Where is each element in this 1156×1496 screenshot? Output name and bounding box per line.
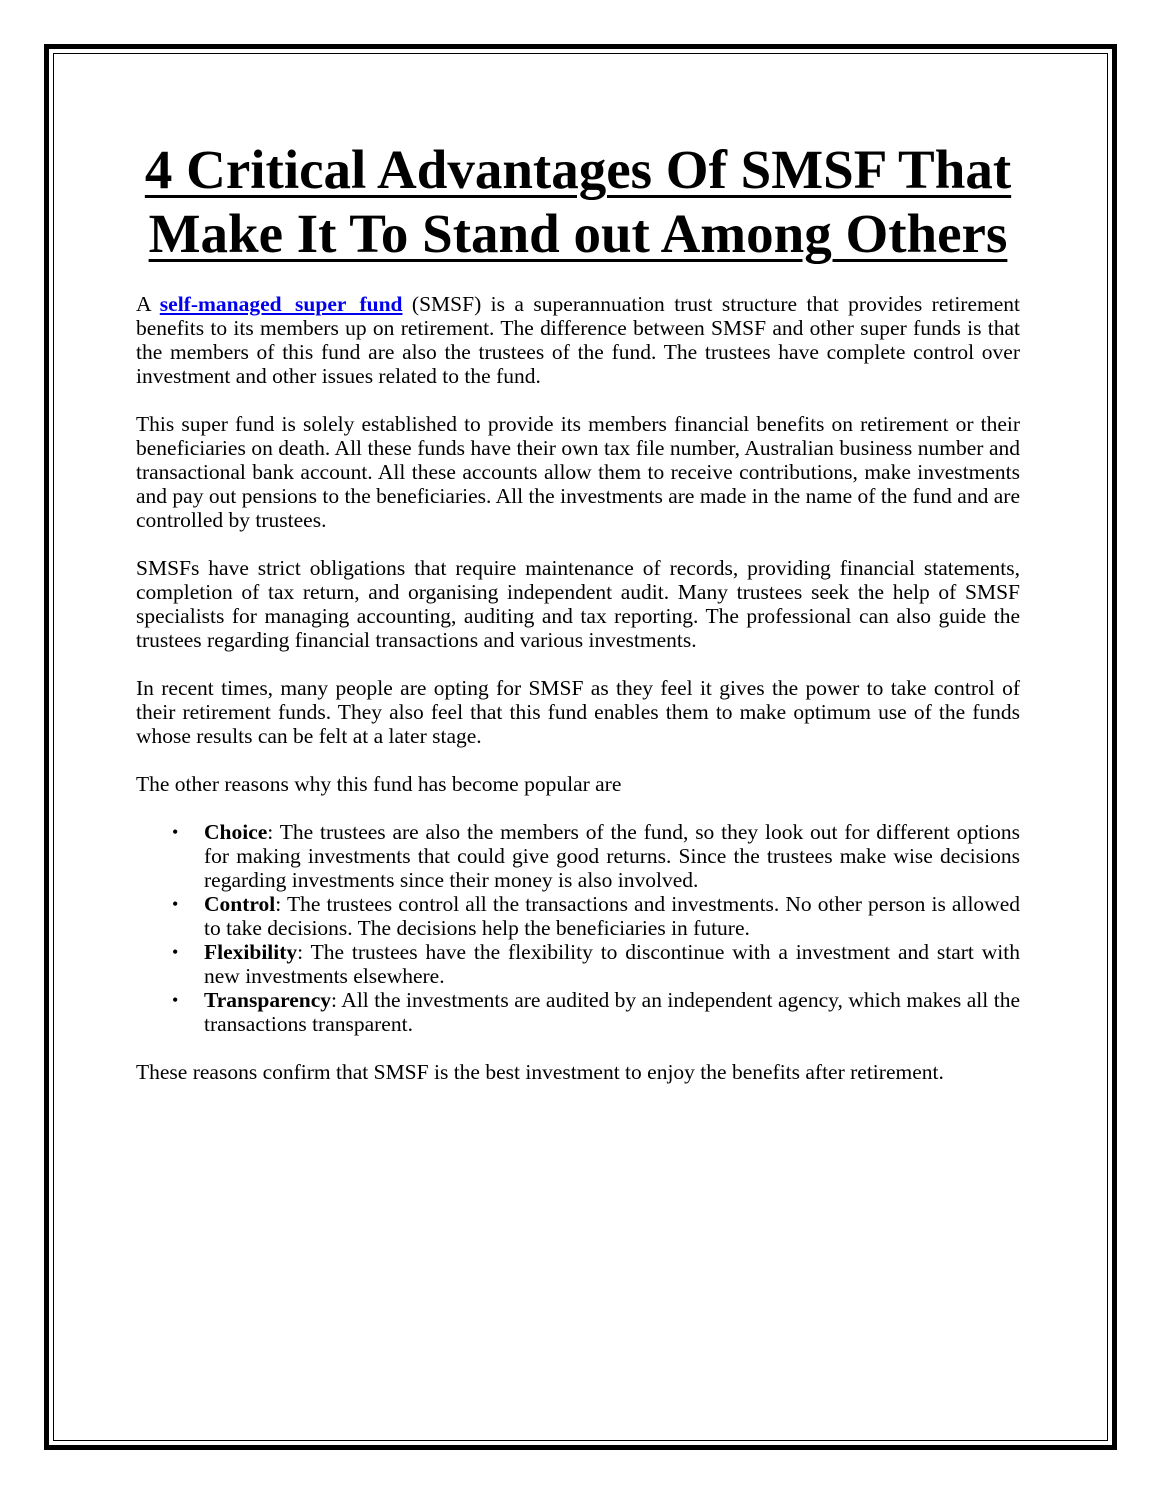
reasons-list: [136, 820, 1020, 1036]
self-managed-super-fund-link[interactable]: self-managed super fund: [159, 292, 403, 316]
term-control: Control: [204, 892, 276, 916]
paragraph-recent-times: In recent times, many people are opting for SMSF as they feel it gives the power to take control of their retirement funds. They also feel that this fund enables them to make optimum use of the funds whose results can be felt at a later stage.: [136, 676, 1020, 748]
closing-paragraph: These reasons confirm that SMSF is the best investment to enjoy the benefits after retirement.: [136, 1060, 944, 1084]
term-flexibility: Flexibility: [204, 940, 298, 964]
document-title: 4 Critical Advantages Of SMSF That Make It To Stand out Among Others: [144, 139, 1012, 264]
text-flexibility: : The trustees have the flexibility to discontinue with a investment and start with new investments elsewhere.: [204, 940, 1020, 988]
text-control: : The trustees control all the transactions and investments. No other person is allowed to take decisions. The decisions help the beneficiaries in future.: [204, 892, 1020, 940]
text-transparency: : All the investments are audited by an independent agency, which makes all the transactions transparent.: [204, 988, 1020, 1036]
bullet-icon: •: [172, 942, 179, 962]
intro-suffix: (SMSF) is a superannuation trust structure that provides retirement benefits to its members up on retirement. The difference between SMSF and other super funds is that the members of this fund are also the trustees of the fund. The trustees have complete control over investment and other issues related to the fund.: [136, 292, 1020, 388]
list-item-transparency: [172, 988, 1020, 1036]
paragraph-reasons-intro: The other reasons why this fund has become popular are: [136, 772, 622, 796]
list-item-flexibility: [172, 940, 1020, 988]
term-choice: Choice: [204, 820, 268, 844]
intro-prefix: A: [136, 292, 160, 316]
list-item-choice: [172, 820, 1020, 892]
term-transparency: Transparency: [204, 988, 332, 1012]
intro-paragraph: [136, 292, 1020, 388]
paragraph-obligations: SMSFs have strict obligations that require maintenance of records, providing financial statements, completion of tax return, and organising independent audit. Many trustees seek the help of SMSF specialists for managing accounting, auditing and tax reporting. The professional can also guide the trustees regarding financial transactions and various investments.: [136, 556, 1020, 652]
text-choice: : The trustees are also the members of the fund, so they look out for different options for making investments that could give good returns. Since the trustees make wise decisions regarding investments since their money is also involved.: [204, 820, 1020, 892]
document-body: [136, 138, 1020, 1084]
bullet-icon: •: [172, 894, 179, 914]
paragraph-establishment: This super fund is solely established to provide its members financial benefits on retirement or their beneficiaries on death. All these funds have their own tax file number, Australian business number and transactional bank account. All these accounts allow them to receive contributions, make investments and pay out pensions to the beneficiaries. All the investments are made in the name of the fund and are controlled by trustees.: [136, 412, 1020, 532]
bullet-icon: •: [172, 822, 179, 842]
list-item-control: [172, 892, 1020, 940]
bullet-icon: •: [172, 990, 179, 1010]
